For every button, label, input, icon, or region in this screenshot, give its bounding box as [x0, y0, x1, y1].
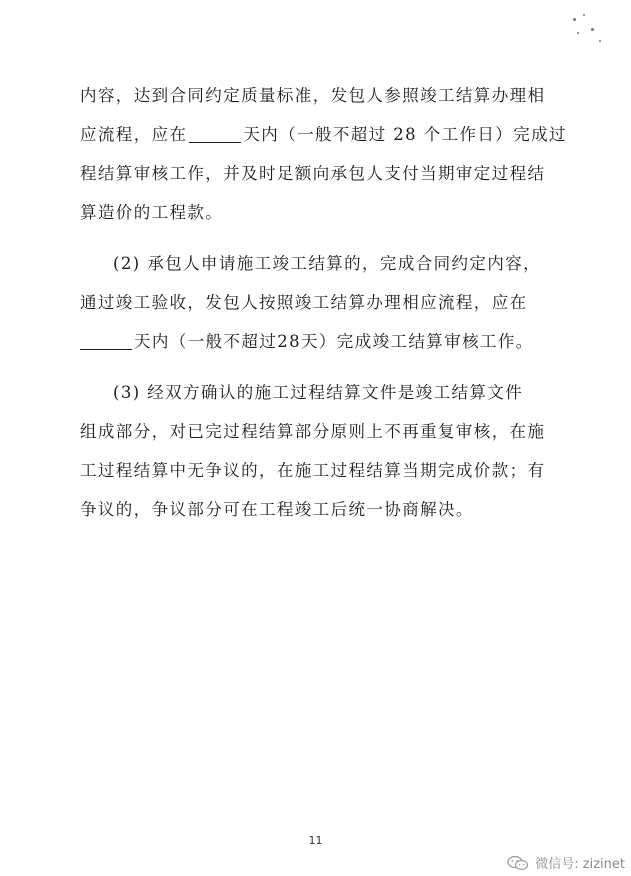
text-line: (3) 经双方确认的施工过程结算文件是竣工结算文件 [113, 383, 524, 402]
scan-speck [577, 32, 579, 34]
document-body [80, 76, 567, 529]
fill-in-blank [189, 126, 241, 143]
text-line: 通过竣工验收，发包人按照竣工结算办理相应流程，应在 [80, 293, 528, 312]
wechat-icon [507, 855, 529, 871]
text-line [80, 115, 567, 154]
paragraph-2 [80, 244, 550, 361]
text-line: 算造价的工程款。 [80, 203, 224, 222]
watermark [507, 853, 625, 872]
scan-specks [571, 10, 611, 50]
fill-in-blank [80, 333, 132, 350]
text-fragment: 应流程，应在 [80, 125, 188, 144]
text-line [80, 322, 550, 361]
text-line: 争议的，争议部分可在工程竣工后统一协商解决。 [80, 500, 474, 519]
scan-speck [591, 28, 594, 31]
text-line: 程结算审核工作，并及时足额向承包人支付当期审定过程结 [80, 164, 546, 183]
text-line: (2) 承包人申请施工竣工结算的，完成合同约定内容， [113, 254, 542, 273]
text-line: 内容，达到合同约定质量标准，发包人参照竣工结算办理相 [80, 86, 546, 105]
scan-speck [599, 40, 601, 42]
paragraph-1 [80, 76, 567, 232]
scan-speck [573, 18, 576, 21]
page-number: 11 [308, 834, 323, 847]
scan-speck [583, 14, 585, 16]
text-fragment: 天内（一般不超过 28 个工作日）完成过 [243, 125, 567, 144]
text-line: 组成部分，对已完过程结算部分原则上不再重复审核，在施 [80, 422, 546, 441]
text-fragment: 天内（一般不超过28天）完成竣工结算审核工作。 [134, 332, 534, 351]
paragraph-3 [80, 373, 550, 529]
text-line: 工过程结算中无争议的，在施工过程结算当期完成价款；有 [80, 461, 546, 480]
watermark-text: 微信号: zizinet [535, 857, 625, 872]
